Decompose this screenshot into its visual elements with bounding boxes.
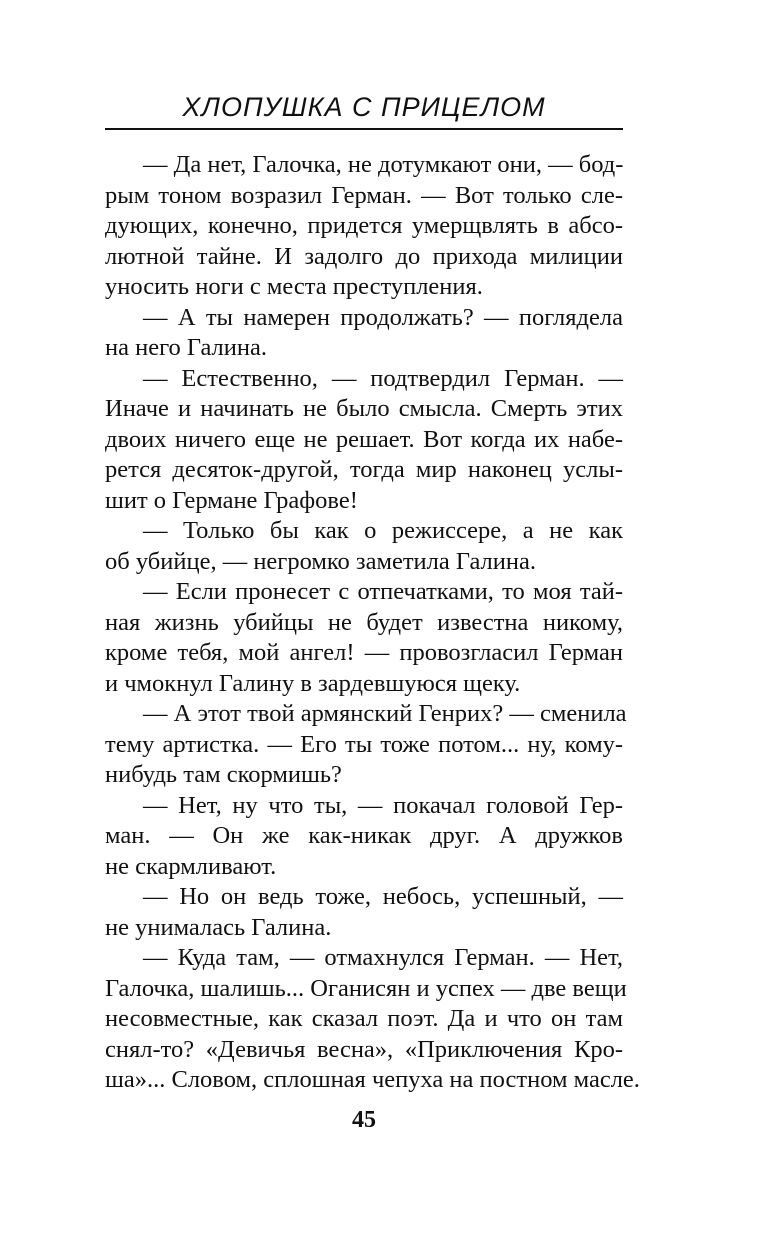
paragraph	[105, 516, 623, 577]
text-line: — А ты намерен продолжать? — поглядела	[143, 303, 623, 331]
paragraph	[105, 943, 640, 1096]
text-line: двоих ничего еще не решает. Вот когда их набе-	[105, 425, 623, 453]
text-line: — Но он ведь тоже, небось, успешный, —	[143, 883, 623, 910]
text-line: тему артистка. — Его ты тоже потом... ну, кому-	[105, 730, 623, 758]
body-text	[105, 150, 640, 1096]
text-line: — Куда там, — отмахнулся Герман. — Нет,	[143, 944, 623, 971]
paragraph	[105, 303, 623, 364]
text-line: об убийце, — негромко заметила Галина.	[105, 547, 536, 575]
text-line: лютной тайне. И задолго до прихода милиции	[105, 242, 623, 270]
paragraph	[105, 882, 623, 943]
text-line: не скармливают.	[105, 852, 277, 880]
text-line: — Нет, ну что ты, — покачал головой Гер-	[143, 791, 623, 819]
text-line: ман. — Он же как-никак друг. А дружков	[105, 822, 623, 849]
text-line: кроме тебя, мой ангел! — провозгласил Герман	[105, 639, 623, 666]
running-head: ХЛОПУШКА С ПРИЦЕЛОМ	[182, 92, 546, 122]
text-line: — А этот твой армянский Генрих? — сменила	[143, 700, 627, 727]
text-line: — Естественно, — подтвердил Герман. —	[143, 364, 623, 392]
header-rule	[105, 128, 623, 130]
text-line: ная жизнь убийцы не будет известна никому,	[105, 608, 623, 636]
paragraph	[105, 364, 623, 517]
text-line: не унималась Галина.	[105, 913, 332, 941]
text-line: шит о Германе Графове!	[105, 486, 358, 514]
text-line: ша»... Словом, сплошная чепуха на постном масле.	[105, 1066, 640, 1093]
text-line: Иначе и начинать не было смысла. Смерть этих	[105, 395, 623, 422]
text-line: рым тоном возразил Герман. — Вот только сле-	[105, 181, 623, 209]
text-line: и чмокнул Галину в зардевшуюся щеку.	[105, 669, 521, 697]
text-line: на него Галина.	[105, 334, 268, 361]
paragraph	[105, 791, 623, 883]
text-line: дующих, конечно, придется умерщвлять в абсо-	[105, 212, 623, 239]
text-line: Галочка, шалишь... Оганисян и успех — две вещи	[105, 974, 627, 1002]
text-line: снял-то? «Девичья весна», «Приключения Кро-	[105, 1035, 623, 1063]
text-line: — Да нет, Галочка, не дотумкают они, — бод-	[143, 151, 624, 178]
text-line: рется десяток-другой, тогда мир наконец услы-	[105, 456, 623, 483]
text-line: — Если пронесет с отпечатками, то моя тай-	[143, 578, 623, 605]
text-line: — Только бы как о режиссере, а не как	[143, 517, 623, 544]
paragraph	[105, 150, 623, 303]
text-line: несовместные, как сказал поэт. Да и что он там	[105, 1005, 623, 1032]
text-line: уносить ноги с места преступления.	[105, 273, 483, 300]
paragraph	[105, 577, 623, 699]
paragraph	[105, 699, 627, 791]
text-line: нибудь там скормишь?	[105, 761, 342, 788]
page-number: 45	[352, 1107, 376, 1133]
